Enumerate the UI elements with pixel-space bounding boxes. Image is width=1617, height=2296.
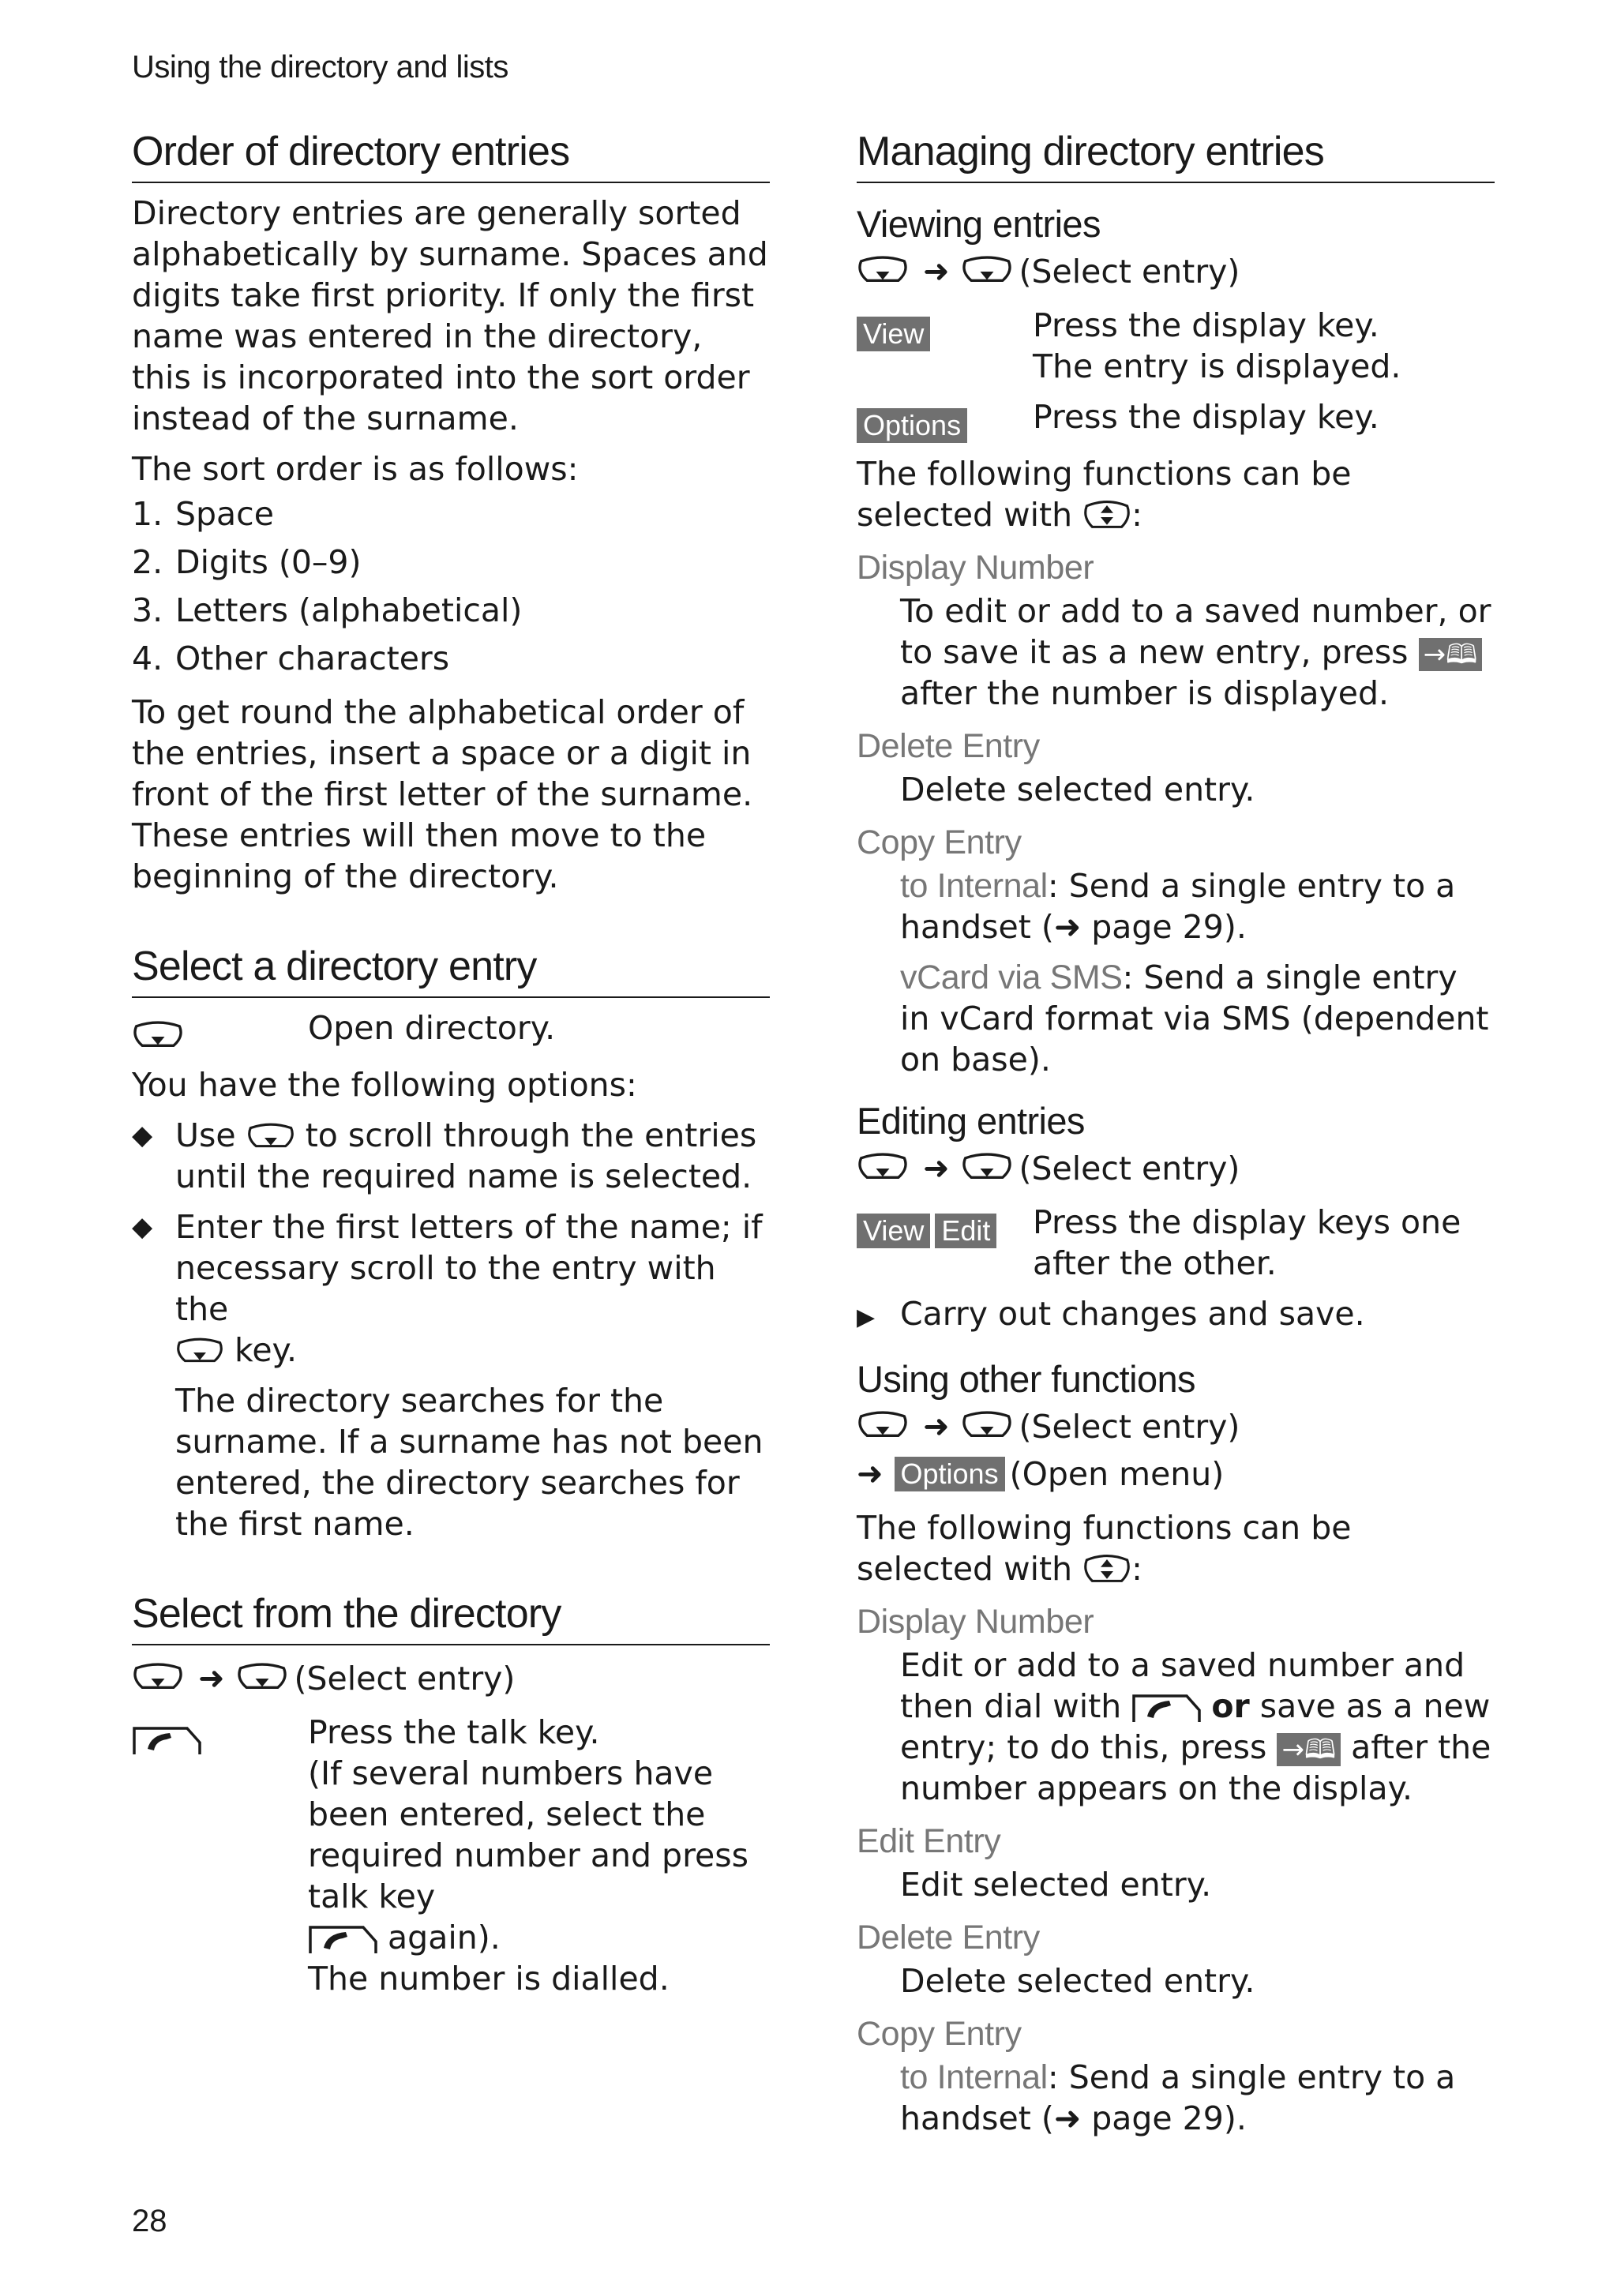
right-column (857, 126, 1495, 2139)
section-title-select: Select a directory entry (132, 941, 770, 998)
subsection-other: Using other functions (857, 1358, 1195, 1400)
arrow-right-icon: ➜ (1053, 908, 1082, 946)
nav-down-key-icon (857, 1410, 909, 1443)
function-desc: Edit selected entry. (900, 1866, 1212, 1904)
function-label-edit-entry: Edit Entry (857, 1822, 1001, 1860)
open-directory-row (132, 1007, 770, 1055)
edit-softkey: Edit (935, 1214, 996, 1248)
page-number: 28 (132, 2204, 167, 2238)
sort-order-list (132, 490, 770, 682)
function-label-display-number: Display Number (857, 549, 1094, 587)
open-menu-line: ➜ Options (Open menu) (857, 1455, 1225, 1493)
view-softkey: View (857, 317, 930, 351)
function-desc: To edit or add to a saved number, or to save it as a new entry, press →🕮 after the number is displayed. (900, 592, 1491, 712)
nav-down-key-icon (132, 1662, 184, 1695)
nav-down-key-icon (961, 1152, 1013, 1185)
function-label-display-number: Display Number (857, 1603, 1094, 1641)
option-bullet-2: ◆ Enter the first letters of the name; if necessary scroll to the entry with the key. (132, 1208, 763, 1369)
functions-intro: The following functions can be selected with : (857, 455, 1352, 534)
function-desc: to Internal: Send a single entry to a handset (➜ page 29). (900, 2058, 1456, 2137)
function-desc: to Internal: Send a single entry to a handset (➜ page 29). (900, 867, 1456, 946)
talk-key-icon (308, 1924, 377, 1956)
options-key-row: Options Press the display key. (857, 396, 1495, 444)
save-to-directory-key-icon: →🕮 (1419, 638, 1483, 671)
section-title-managing: Managing directory entries (857, 126, 1495, 183)
open-directory-text: Open directory. (308, 1009, 556, 1047)
list-item: 1. Space (132, 494, 274, 533)
nav-down-key-icon (961, 255, 1013, 288)
function-desc: Delete selected entry. (900, 771, 1255, 808)
search-note: The directory searches for the surname. If a surname has not been entered, the directory searches for the first name. (175, 1382, 763, 1543)
section-title-order: Order of directory entries (132, 126, 770, 183)
section-title-select-from: Select from the directory (132, 1589, 770, 1645)
select-entry-line: ➜ (Select entry) (857, 1403, 1495, 1450)
left-column (132, 126, 770, 1999)
list-item: 2. Digits (0–9) (132, 542, 362, 581)
nav-up-down-key-icon (1082, 1553, 1131, 1589)
select-entry-line: ➜ (Select entry) (857, 248, 1495, 295)
subsection-viewing: Viewing entries (857, 203, 1101, 245)
step-carry-out: ▶ Carry out changes and save. (857, 1293, 1495, 1338)
view-softkey: View (857, 1214, 930, 1248)
talk-key-icon (132, 1725, 201, 1757)
nav-down-key-icon (236, 1662, 288, 1695)
function-label-copy-entry: Copy Entry (857, 823, 1022, 861)
talk-key-row: Press the talk key. (If several numbers have been entered, select the required number and press talk key again). The number is dialled. (132, 1712, 770, 1999)
function-label-delete-entry: Delete Entry (857, 727, 1040, 765)
order-paragraph-2: The sort order is as follows: (132, 450, 579, 488)
arrow-right-icon: ➜ (1053, 2099, 1082, 2137)
arrow-right-icon: ➜ (857, 1456, 884, 1492)
options-intro: You have the following options: (132, 1066, 637, 1104)
nav-down-key-icon (132, 1020, 184, 1053)
triangle-step-icon: ▶ (857, 1304, 876, 1331)
list-item: 4. Other characters (132, 639, 450, 677)
function-desc: Delete selected entry. (900, 1962, 1255, 2000)
arrow-right-icon: ➜ (198, 1660, 225, 1697)
options-softkey: Options (895, 1457, 1005, 1491)
order-paragraph-3: To get round the alphabetical order of the entries, insert a space or a digit in front of the first letter of the surname. These entries will then move to the beginning of the directory. (132, 693, 753, 895)
functions-intro: The following functions can be selected with : (857, 1509, 1352, 1588)
list-item: 3. Letters (alphabetical) (132, 591, 523, 629)
view-edit-keys-row: View Edit Press the display keys one after the other. (857, 1202, 1495, 1284)
arrow-right-icon: ➜ (923, 1409, 950, 1445)
option-bullet-1: ◆ Use to scroll through the entries until the required name is selected. (132, 1116, 757, 1195)
running-head: Using the directory and lists (132, 50, 508, 84)
diamond-bullet-icon: ◆ (132, 1211, 153, 1243)
nav-down-key-icon (961, 1410, 1013, 1443)
save-to-directory-key-icon: →🕮 (1277, 1733, 1341, 1766)
function-desc: Edit or add to a saved number and then dial with or save as a new entry; to do this, press →🕮 after the number appears on the display. (900, 1646, 1491, 1807)
select-entry-line: ➜ (Select entry) (857, 1145, 1495, 1192)
select-entry-line: ➜ (Select entry) (132, 1655, 770, 1702)
nav-down-key-icon (175, 1337, 224, 1368)
nav-down-key-icon (246, 1122, 295, 1154)
function-desc: vCard via SMS: Send a single entry in vCard format via SMS (dependent on base). (900, 959, 1489, 1079)
function-label-delete-entry: Delete Entry (857, 1919, 1040, 1956)
arrow-right-icon: ➜ (923, 253, 950, 290)
nav-down-key-icon (857, 1152, 909, 1185)
diamond-bullet-icon: ◆ (132, 1120, 153, 1151)
nav-up-down-key-icon (1082, 499, 1131, 535)
function-label-copy-entry: Copy Entry (857, 2015, 1022, 2053)
order-paragraph-1: Directory entries are generally sorted alphabetically by surname. Spaces and digits take first priority. If only the first name was entered in the directory, this is incorporated into the sort order instead of the surname. (132, 194, 768, 437)
nav-down-key-icon (857, 255, 909, 288)
talk-key-icon (1131, 1693, 1201, 1724)
arrow-right-icon: ➜ (923, 1150, 950, 1187)
view-key-row: View Press the display key. The entry is displayed. (857, 305, 1495, 387)
options-softkey: Options (857, 408, 967, 443)
subsection-editing: Editing entries (857, 1100, 1085, 1142)
